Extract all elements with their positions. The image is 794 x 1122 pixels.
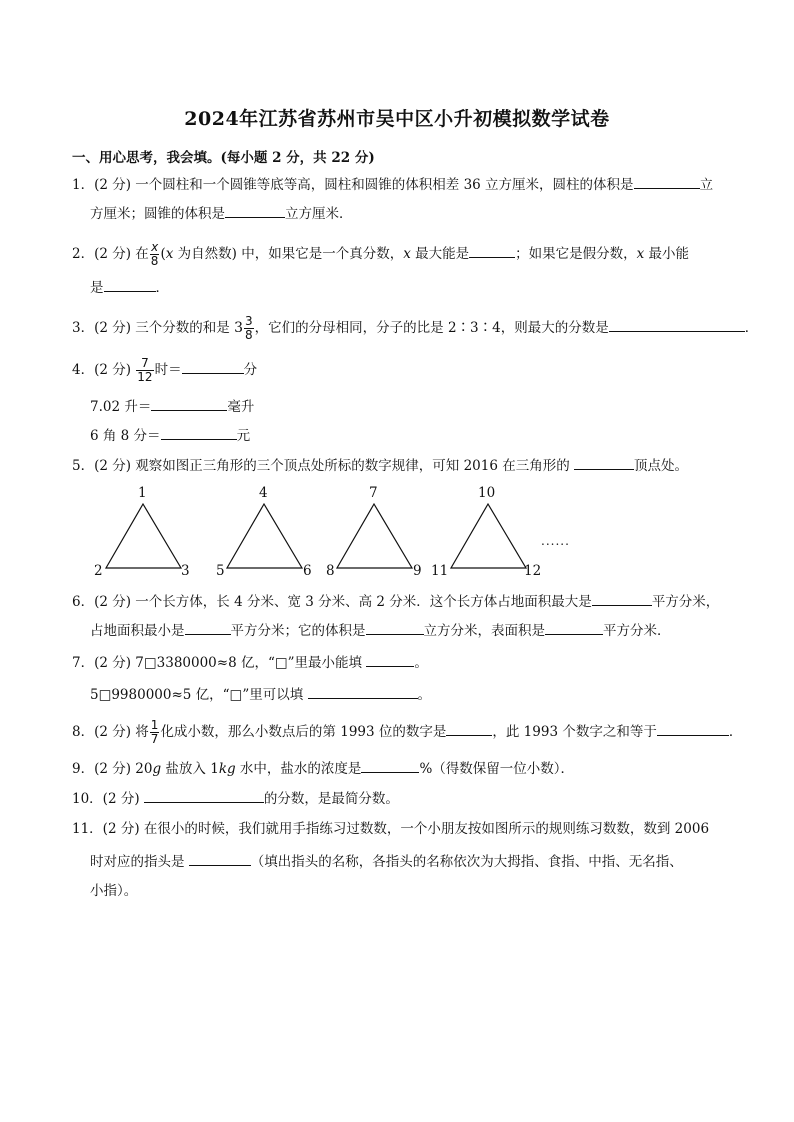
answer-blank[interactable] xyxy=(366,620,424,635)
question-4-line-1: 4．(2 分) $\frac{7}{12}$ 时＝ 分 xyxy=(72,356,258,384)
fraction-3-over-8: $\frac{3}{8}$ xyxy=(245,314,253,342)
answer-blank[interactable] xyxy=(151,396,227,411)
answer-blank[interactable] xyxy=(592,591,652,606)
triangles-diagram xyxy=(86,482,686,582)
triangle-3 xyxy=(337,504,412,568)
fraction-1-over-7: $\frac{1}{7}$ xyxy=(150,718,159,746)
question-2-line-1: 2．(2 分) 在 $\frac{x}{8}$ (x 为自然数) 中，如果它是一个真分数，x 最大能是 ；如果它是假分数，x 最小能 xyxy=(72,240,690,268)
answer-blank[interactable] xyxy=(189,851,251,866)
answer-blank[interactable] xyxy=(225,203,285,218)
vertex-label: 8 xyxy=(326,563,335,579)
question-1-line-1 xyxy=(72,174,713,195)
vertex-label: 7 xyxy=(369,485,378,501)
vertex-label: 11 xyxy=(431,563,449,579)
triangle-figure xyxy=(86,482,686,582)
question-9-line: 9．(2 分) 20g 盐放入 1kg 水中，盐水的浓度是 %（得数保留一位小数）． xyxy=(72,758,574,779)
vertex-label: 6 xyxy=(303,563,312,579)
question-text: 立方厘米． xyxy=(285,206,353,222)
question-text: 1．(2 分) 一个圆柱和一个圆锥等底等高，圆柱和圆锥的体积相差 36 立方厘米，圆柱的体积是 xyxy=(72,177,634,193)
triangle-1 xyxy=(106,504,181,568)
vertex-label: 10 xyxy=(478,485,496,501)
question-11-line-3: 小指）。 xyxy=(90,883,138,899)
answer-blank[interactable] xyxy=(366,652,414,667)
question-text: 方厘米；圆锥的体积是 xyxy=(90,206,225,222)
question-text: 6．(2 分) 一个长方体，长 4 分米、宽 3 分米、高 2 分米．这个长方体占地面积最大是 xyxy=(72,594,592,610)
question-4-line-3: 6 角 8 分＝ 元 xyxy=(90,425,250,446)
ellipsis: ...... xyxy=(541,534,570,548)
question-text: 7．(2 分) 7□3380000≈8 亿，“□”里最小能填 xyxy=(72,655,367,671)
vertex-label: 9 xyxy=(413,563,422,579)
question-text: 为自然数) 中，如果它是一个真分数， xyxy=(173,246,404,262)
question-6-line-1: 6．(2 分) 一个长方体，长 4 分米、宽 3 分米、高 2 分米．这个长方体占地面积最大是 平方分米， xyxy=(72,591,719,612)
question-text: 5．(2 分) 观察如图正三角形的三个顶点处所标的数字规律，可知 2016 在三角形的 xyxy=(72,458,575,474)
answer-blank[interactable] xyxy=(361,758,419,773)
vertex-label: 12 xyxy=(524,563,542,579)
question-4-line-2: 7.02 升＝ 毫升 xyxy=(90,396,254,417)
question-11-line-1 xyxy=(72,819,709,839)
answer-blank[interactable] xyxy=(144,788,264,803)
vertex-label: 3 xyxy=(181,563,190,579)
answer-blank[interactable] xyxy=(104,277,156,292)
vertex-label: 2 xyxy=(94,563,103,579)
question-11-line-2: 时对应的指头是 （填出指头的名称，各指头的名称依次为大拇指、食指、中指、无名指、 xyxy=(90,851,683,872)
vertex-label: 5 xyxy=(216,563,225,579)
question-10-line: 10．(2 分) 的分数，是最简分数。 xyxy=(72,788,399,809)
question-text: 2．(2 分) 在 xyxy=(72,246,149,262)
question-2-line-2: 是 ． xyxy=(90,277,169,298)
fraction-7-over-12: $\frac{7}{12}$ xyxy=(137,356,153,384)
question-text: 9．(2 分) 20 xyxy=(72,761,153,777)
section-heading: 一、用心思考，我会填。(每小题 2 分，共 22 分) xyxy=(72,150,375,166)
exam-title: 2024年江苏省苏州市吴中区小升初模拟数学试卷 xyxy=(184,108,610,130)
vertex-label: 1 xyxy=(138,485,147,501)
answer-blank[interactable] xyxy=(634,174,700,189)
triangle-4 xyxy=(451,504,526,568)
answer-blank[interactable] xyxy=(574,455,634,470)
question-8-line: 8．(2 分) 将 $\frac{1}{7}$ 化成小数，那么小数点后的第 1993 位的数字是 ，此 1993 个数字之和等于 ． xyxy=(72,718,743,746)
question-text: 10．(2 分) xyxy=(72,791,144,807)
question-text: 立 xyxy=(699,177,714,193)
question-text: 11．(2 分) 在很小的时候，我们就用手指练习过数数，一个小朋友按如图所示的规则练习数数，数到 2006 xyxy=(72,821,710,837)
question-6-line-2: 占地面积最小是 平方分米；它的体积是 立方分米，表面积是 平方分米． xyxy=(90,620,671,641)
answer-blank[interactable] xyxy=(446,721,492,736)
answer-blank[interactable] xyxy=(185,620,231,635)
answer-blank[interactable] xyxy=(308,684,418,699)
triangle-2 xyxy=(227,504,302,568)
question-1-line-2 xyxy=(90,203,353,224)
answer-blank[interactable] xyxy=(469,243,515,258)
answer-blank[interactable] xyxy=(609,317,745,332)
answer-blank[interactable] xyxy=(545,620,603,635)
answer-blank[interactable] xyxy=(182,359,244,374)
answer-blank[interactable] xyxy=(161,425,237,440)
question-text: 4．(2 分) xyxy=(72,362,136,378)
question-text: 3．(2 分) 三个分数的和是 xyxy=(72,320,235,336)
question-7-line-1: 7．(2 分) 7□3380000≈8 亿，“□”里最小能填 。 xyxy=(72,652,428,673)
question-5-line: 5．(2 分) 观察如图正三角形的三个顶点处所标的数字规律，可知 2016 在三角形的 顶点处。 xyxy=(72,455,688,476)
question-text: 8．(2 分) 将 xyxy=(72,724,149,740)
vertex-label: 4 xyxy=(259,485,268,501)
question-7-line-2: 5□9980000≈5 亿，“□”里可以填 。 xyxy=(90,684,431,705)
question-3-line: 3．(2 分) 三个分数的和是 3 $\frac{3}{8}$ ，它们的分母相同，分子的比是 2∶3∶4，则最大的分数是 ． xyxy=(72,314,759,342)
answer-blank[interactable] xyxy=(657,721,729,736)
fraction-x-over-8: $\frac{x}{8}$ xyxy=(150,240,159,268)
